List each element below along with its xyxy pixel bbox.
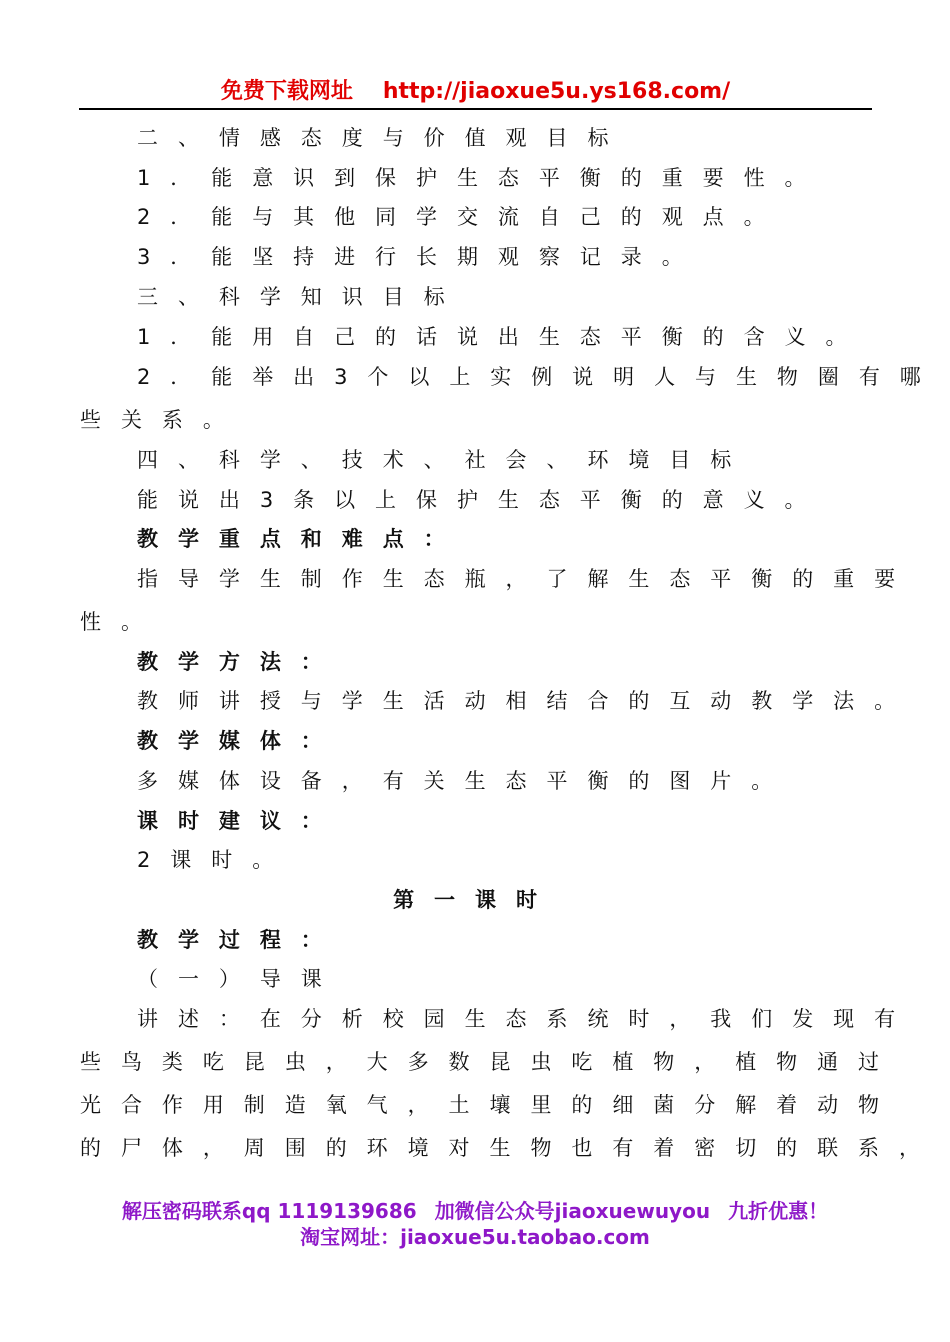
lesson-title: 第一课时 xyxy=(393,888,557,912)
method-text: 教师讲授与学生活动相结合的互动教学法。 xyxy=(137,689,916,713)
goal3-title: 三、科学知识目标 xyxy=(137,285,465,309)
goal3-item-2-line-1: 2．能举出3个以上实例说明人与生物圈有哪 xyxy=(137,365,941,389)
hours-heading: 课时建议： xyxy=(137,809,342,833)
download-label: 免费下载网址 xyxy=(220,79,353,104)
focus-text-line-2: 性。 xyxy=(80,610,162,634)
narration-line-3: 光合作用制造氧气，土壤里的细菌分解着动物 xyxy=(80,1093,899,1117)
goal2-item-1: 1．能意识到保护生态平衡的重要性。 xyxy=(137,166,826,190)
footer-discount: 九折优惠！ xyxy=(728,1199,829,1223)
process-heading: 教学过程： xyxy=(137,928,342,952)
footer-contact-line xyxy=(0,1198,950,1224)
focus-text-line-1: 指导学生制作生态瓶，了解生态平衡的重要 xyxy=(137,567,916,591)
goal4-title: 四、科学、技术、社会、环境目标 xyxy=(137,448,752,472)
goal2-item-2: 2．能与其他同学交流自己的观点。 xyxy=(137,205,785,229)
footer-wechat: 加微信公众号jiaoxuewuyou xyxy=(434,1199,711,1223)
media-text: 多媒体设备，有关生态平衡的图片。 xyxy=(137,769,793,793)
narration-line-1: 讲述：在分析校园生态系统时，我们发现有 xyxy=(137,1007,916,1031)
narration-line-4: 的尸体，周围的环境对生物也有着密切的联系， xyxy=(80,1136,940,1160)
intro-heading: （一）导课 xyxy=(137,967,342,991)
goal2-item-3: 3．能坚持进行长期观察记录。 xyxy=(137,245,703,269)
download-url-link[interactable]: http://jiaoxue5u.ys168.com/ xyxy=(382,79,731,104)
download-header xyxy=(79,76,872,108)
method-heading: 教学方法： xyxy=(137,650,342,674)
hours-text: 2课时。 xyxy=(137,848,294,872)
focus-heading: 教学重点和难点： xyxy=(137,527,465,551)
footer-taobao-link[interactable]: 淘宝网址：jiaoxue5u.taobao.com xyxy=(300,1225,650,1249)
goal2-title: 二、情感态度与价值观目标 xyxy=(137,126,629,150)
media-heading: 教学媒体： xyxy=(137,729,342,753)
goal4-item: 能说出3条以上保护生态平衡的意义。 xyxy=(137,488,826,512)
goal3-item-2-line-2: 些关系。 xyxy=(80,408,244,432)
footer-contact: 解压密码联系qq 1119139686 xyxy=(121,1199,417,1223)
goal3-item-1: 1．能用自己的话说出生态平衡的含义。 xyxy=(137,325,867,349)
header-divider xyxy=(79,108,872,110)
narration-line-2: 些鸟类吃昆虫，大多数昆虫吃植物，植物通过 xyxy=(80,1050,899,1074)
